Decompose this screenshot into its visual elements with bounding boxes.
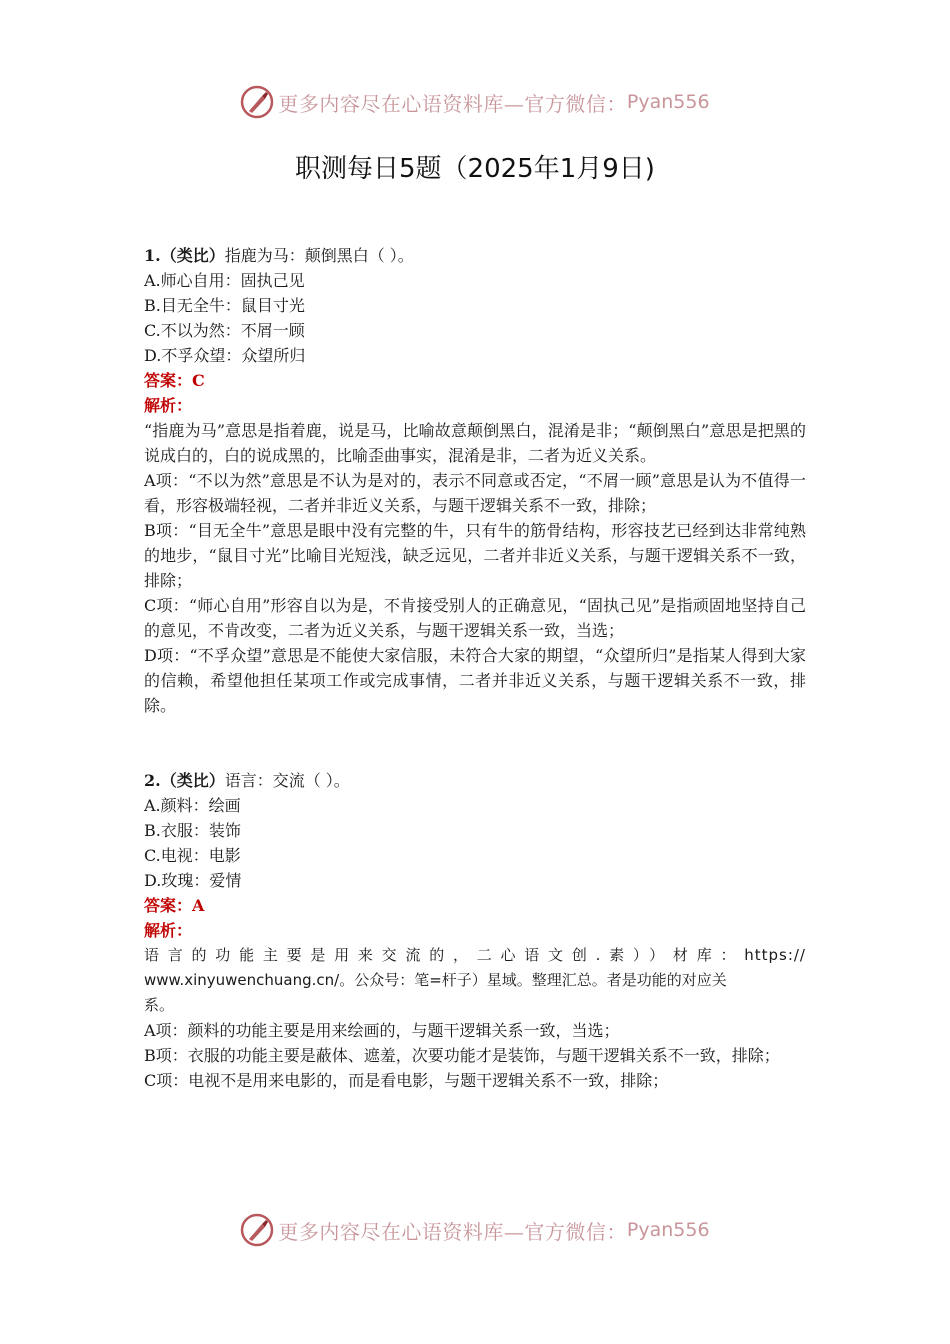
q1-analysis-intro: “指鹿为马”意思是指着鹿，说是马，比喻故意颠倒黑白，混淆是非；“颠倒黑白”意思是把黑的说成白的，白的说成黑的，比喻歪曲事实，混淆是非，二者为近义关系。 [144, 421, 806, 465]
q1-analysis-label: 解析： [144, 396, 193, 415]
q2-option-b: B.衣服：装饰 [144, 821, 241, 840]
q2-analysis-a: A项：颜料的功能主要是用来绘画的，与题干逻辑关系一致，当选； [144, 1021, 620, 1040]
q1-option-d: D.不孚众望：众望所归 [144, 346, 306, 365]
q1-analysis-b: B项：“目无全牛”意思是眼中没有完整的牛，只有牛的筋骨结构，形容技艺已经到达非常纯熟的地步，“鼠目寸光”比喻目光短浅，缺乏远见，二者并非近义关系，与题干逻辑关系不一致，排除； [144, 521, 806, 590]
q2-analysis-line-3: 系。 [144, 996, 175, 1014]
q1-answer: 答案：C [144, 371, 205, 390]
header-banner [0, 82, 950, 122]
q1-analysis-c: C项：“师心自用”形容自以为是，不肯接受别人的正确意见，“固执己见”是指顽固地坚持自己的意见，不肯改变，二者为近义关系，与题干逻辑关系一致，当选； [144, 596, 806, 640]
spacer [144, 718, 806, 768]
question-2-head [144, 768, 806, 793]
q1-analysis-d: D项：“不孚众望”意思是不能使大家信服，未符合大家的期望，“众望所归”是指某人得到大家的信赖，希望他担任某项工作或完成事情，二者并非近义关系，与题干逻辑关系不一致，排除。 [144, 646, 806, 715]
pen-logo-icon [240, 85, 274, 119]
q2-analysis-line-1: 语言的功能主要是用来交流的，二心语文创.素））材库：https:// [144, 946, 806, 964]
q2-option-a: A.颜料：绘画 [144, 796, 241, 815]
pen-logo-icon [240, 1213, 274, 1247]
q2-analysis-label: 解析： [144, 921, 193, 940]
question-1-head [144, 243, 806, 268]
q1-analysis-a: A项：“不以为然”意思是不认为是对的，表示不同意或否定，“不屑一顾”意思是认为不值得一看，形容极端轻视，二者并非近义关系，与题干逻辑关系不一致，排除； [144, 471, 806, 515]
q1-option-b: B.目无全牛：鼠目寸光 [144, 296, 305, 315]
question-2-stem: 语言：交流（ ）。 [224, 771, 350, 790]
question-1-number: 1.（类比） [144, 246, 225, 265]
q2-option-d: D.玫瑰：爱情 [144, 871, 242, 890]
document-body [144, 243, 806, 1093]
banner-wechat-id: Pyan556 [626, 91, 710, 113]
banner-text: 更多内容尽在心语资料库—官方微信： [278, 1219, 627, 1244]
q1-option-c: C.不以为然：不屑一顾 [144, 321, 305, 340]
q2-answer: 答案：A [144, 896, 205, 915]
q2-option-c: C.电视：电影 [144, 846, 241, 865]
q2-analysis-c: C项：电视不是用来电影的，而是看电影，与题干逻辑关系不一致，排除； [144, 1071, 669, 1090]
q2-analysis-line-2: www.xinyuwenchuang.cn/。公众号：笔=杆子）星域。整理汇总。者是功能的对应关 [144, 971, 727, 989]
page-title: 职测每日5题（2025年1月9日) [295, 154, 655, 184]
q2-analysis-b: B项：衣服的功能主要是蔽体、遮羞，次要功能才是装饰，与题干逻辑关系不一致，排除； [144, 1046, 780, 1065]
banner-wechat-id: Pyan556 [626, 1219, 710, 1241]
q1-option-a: A.师心自用：固执己见 [144, 271, 305, 290]
banner-text: 更多内容尽在心语资料库—官方微信： [278, 91, 627, 116]
footer-banner [0, 1210, 950, 1250]
question-1-stem: 指鹿为马：颠倒黑白（ ）。 [224, 246, 414, 265]
question-2-number: 2.（类比） [144, 771, 225, 790]
